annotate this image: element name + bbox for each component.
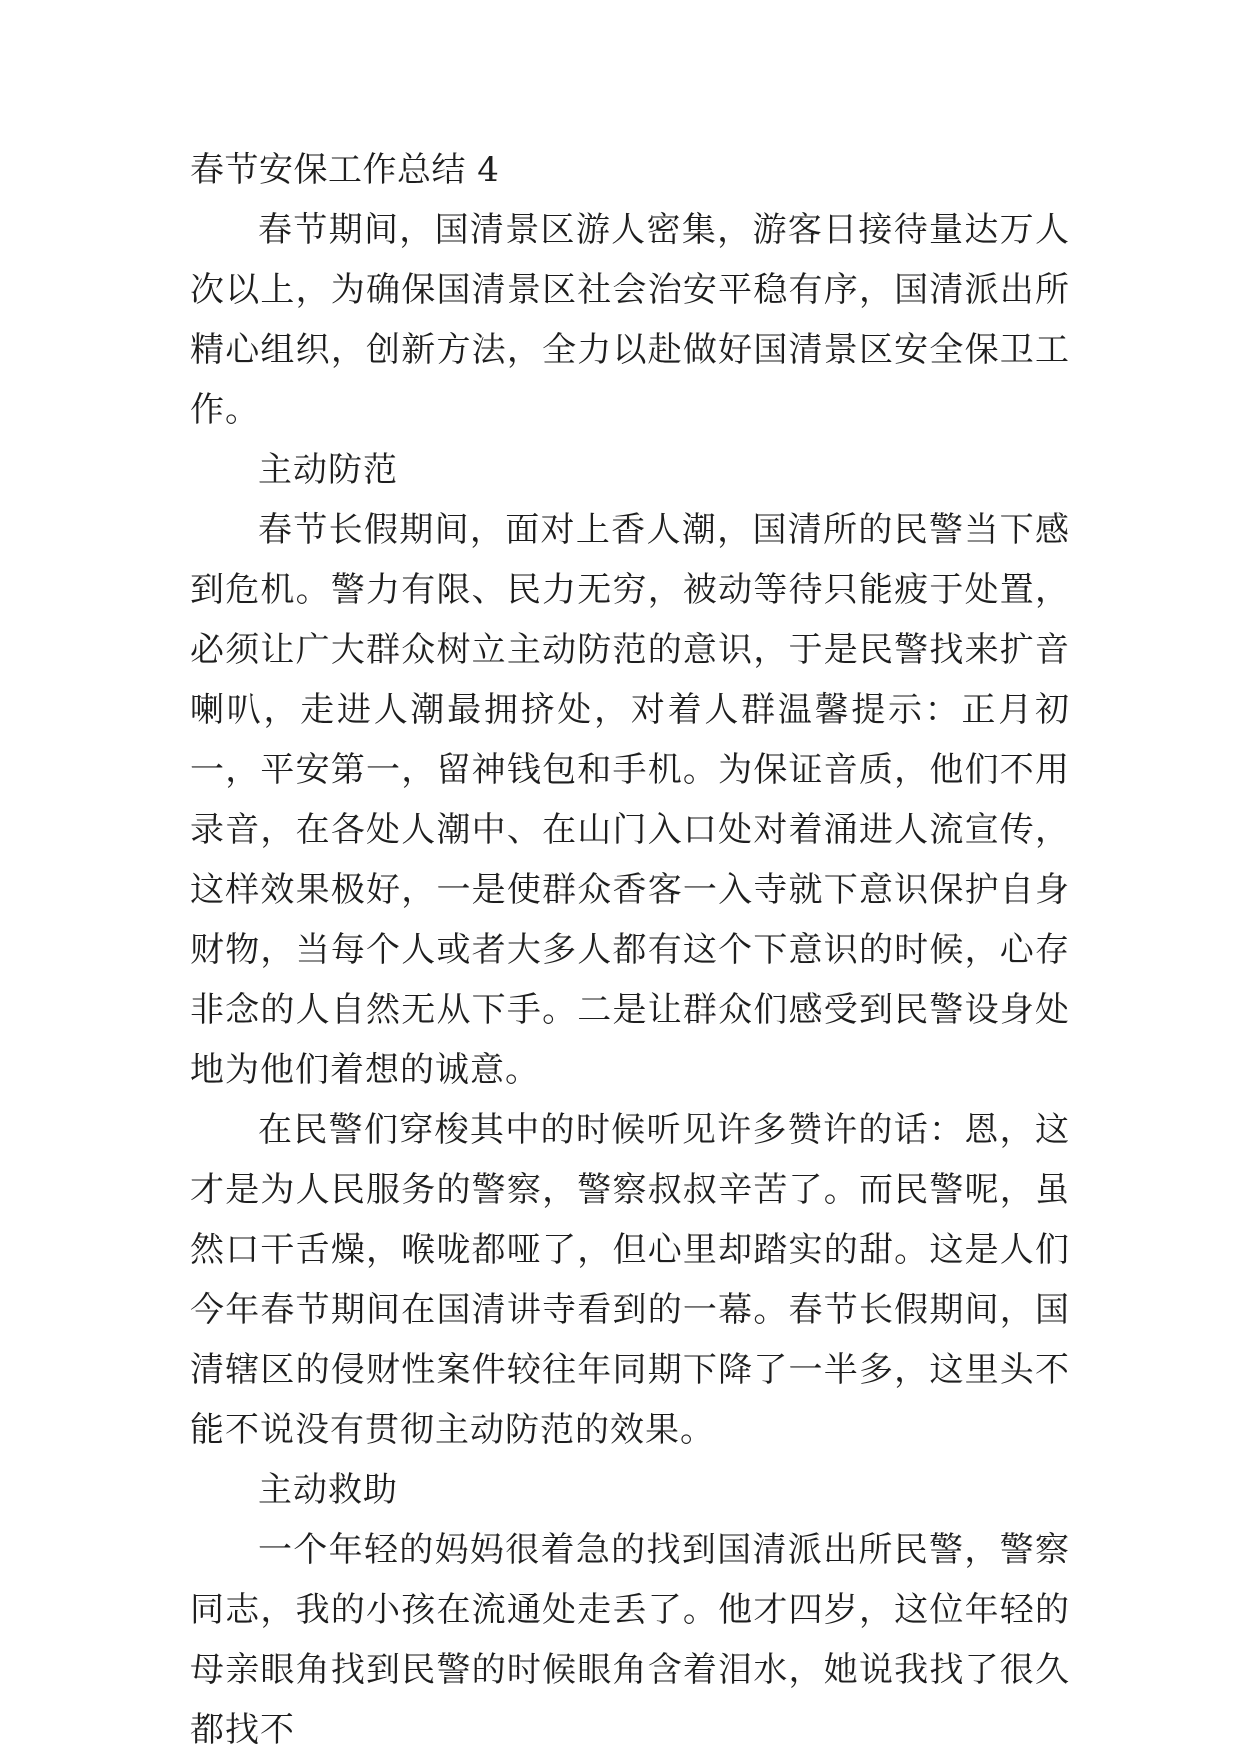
paragraph-prevention: 春节长假期间，面对上香人潮，国清所的民警当下感到危机。警力有限、民力无穷，被动等待只能疲于处置，必须让广大群众树立主动防范的意识，于是民警找来扩音喇叭，走进人潮最拥挤处，对着人群温馨提示：正月初一，平安第一，留神钱包和手机。为保证音质，他们不用录音，在各处人潮中、在山门入口处对着涌进人流宣传，这样效果极好，一是使群众香客一入寺就下意识保护自身财物，当每个人或者大多人都有这个下意识的时候，心存非念的人自然无从下手。二是让群众们感受到民警设身处地为他们着想的诚意。 (190, 510, 1070, 1090)
section-heading-active-rescue: 主动救助 (258, 1470, 398, 1510)
document-title: 春节安保工作总结 4 (190, 150, 500, 190)
paragraph-rescue: 一个年轻的妈妈很着急的找到国清派出所民警，警察同志，我的小孩在流通处走丢了。他才四岁，这位年轻的母亲眼角找到民警的时候眼角含着泪水，她说我找了很久都找不 (190, 1530, 1070, 1750)
section-heading-active-prevention: 主动防范 (258, 450, 398, 490)
document-body (190, 140, 1070, 1760)
paragraph-praise: 在民警们穿梭其中的时候听见许多赞许的话：恩，这才是为人民服务的警察，警察叔叔辛苦了。而民警呢，虽然口干舌燥，喉咙都哑了，但心里却踏实的甜。这是人们今年春节期间在国清讲寺看到的一幕。春节长假期间，国清辖区的侵财性案件较往年同期下降了一半多，这里头不能不说没有贯彻主动防范的效果。 (190, 1110, 1070, 1450)
paragraph-intro: 春节期间，国清景区游人密集，游客日接待量达万人次以上，为确保国清景区社会治安平稳有序，国清派出所精心组织，创新方法，全力以赴做好国清景区安全保卫工作。 (190, 210, 1070, 430)
